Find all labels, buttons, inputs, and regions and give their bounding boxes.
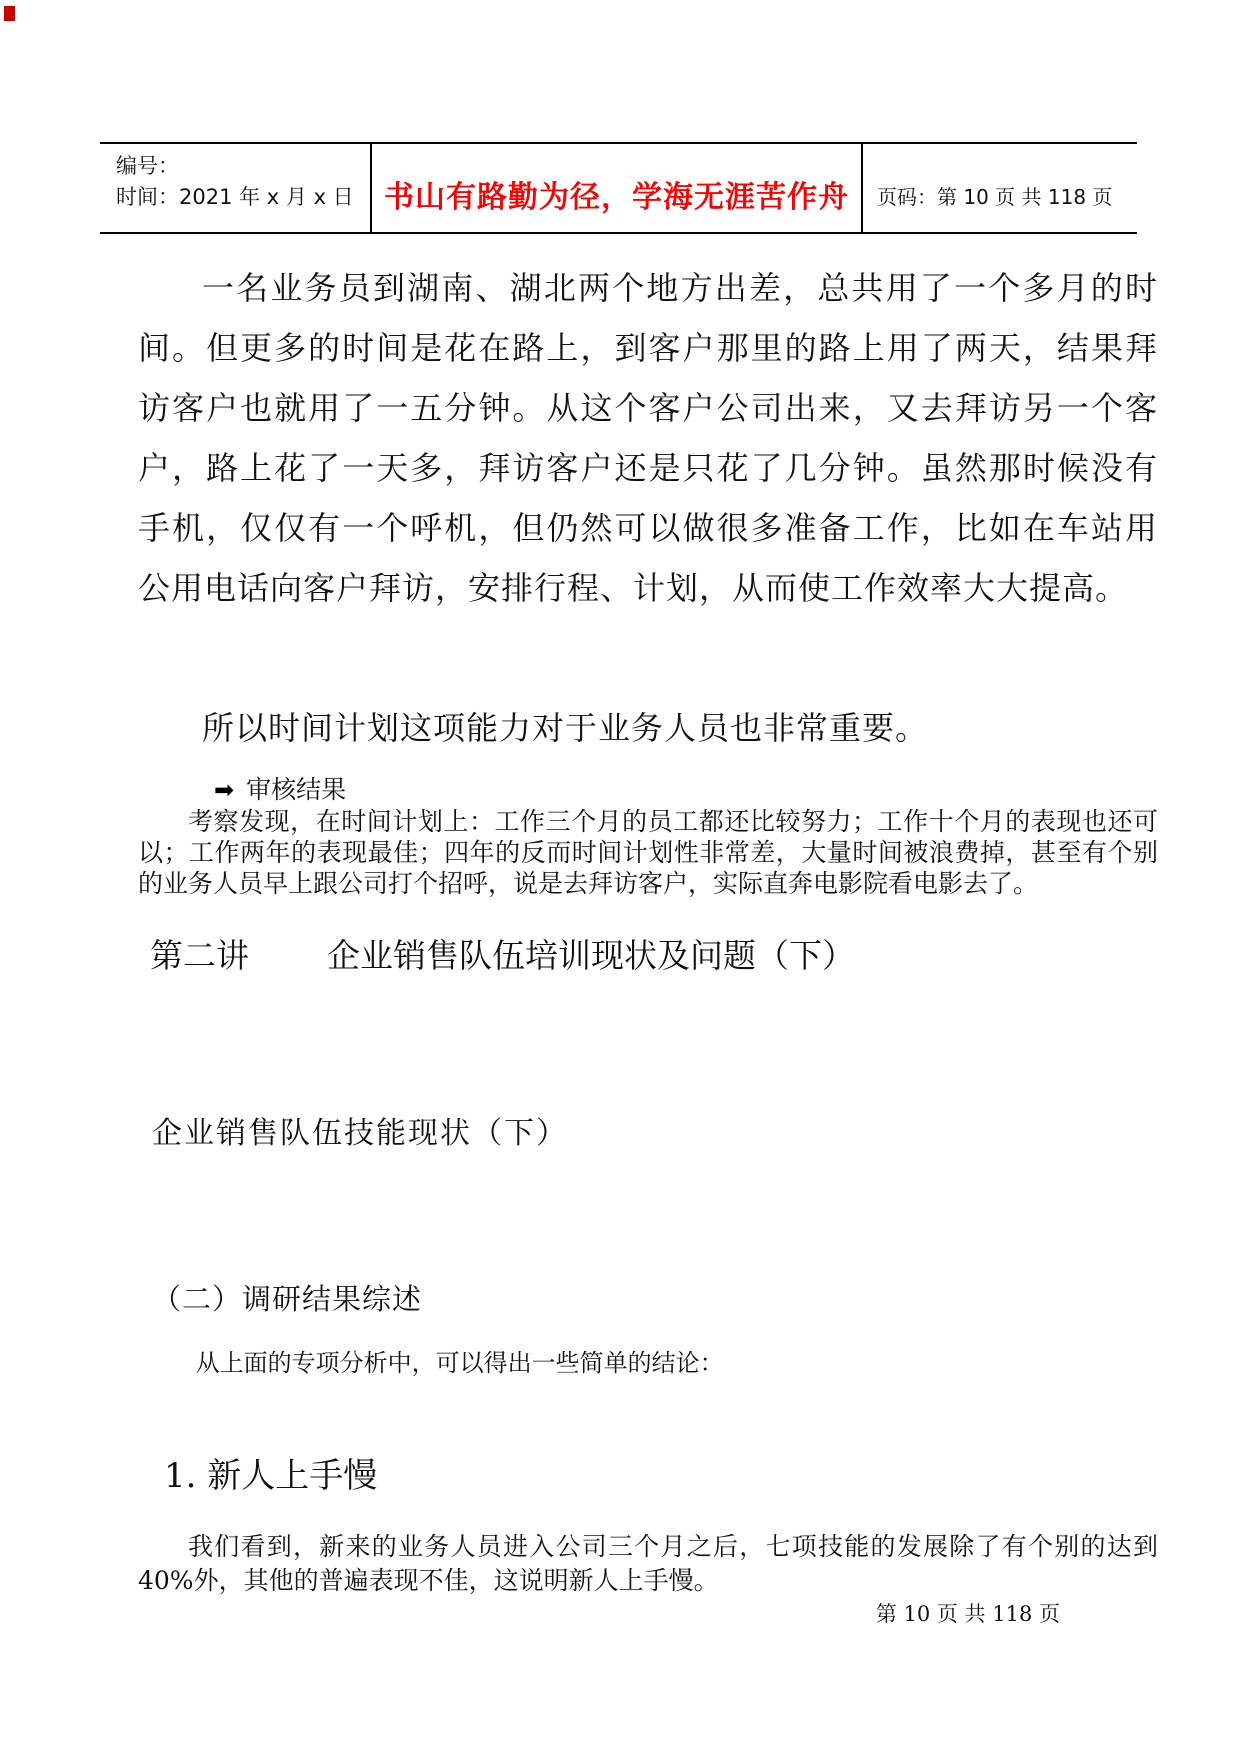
paragraph-business-trip-story: 一名业务员到湖南、湖北两个地方出差，总共用了一个多月的时间。但更多的时间是花在路上，到客户那里的路上用了两天，结果拜访客户也就用了一五分钟。从这个客户公司出来，又去拜访另一个客户，路上花了一天多，拜访客户还是只花了几分钟。虽然那时候没有手机，仅仅有一个呼机，但仍然可以做很多准备工作，比如在车站用公用电话向客户拜访，安排行程、计划，从而使工作效率大大提高。 — [138, 269, 1158, 607]
header-slogan-text: 书山有路勤为径，学海无涯苦作舟 — [384, 180, 849, 215]
chapter-heading — [138, 933, 1158, 979]
review-result-label: 审核结果 — [246, 775, 347, 804]
document-header-table — [100, 142, 1137, 234]
chapter-heading-prefix: 第二讲 — [150, 936, 249, 975]
document-date-label: 时间：2021 年 x 月 x 日 — [116, 185, 354, 209]
header-cell-slogan — [370, 144, 863, 232]
document-number-label: 编号： — [116, 154, 179, 178]
header-cell-page-number — [863, 144, 1135, 232]
review-result-text: 考察发现，在时间计划上：工作三个月的员工都还比较努力；工作十个月的表现也还可以；工作两年的表现最佳；四年的反而时间计划性非常差，大量时间被浪费掉，甚至有个别的业务人员早上跟公司打个招呼，说是去拜访客户，实际直奔电影院看电影去了。 — [138, 807, 1158, 898]
paragraph-newcomers-detail: 我们看到，新来的业务人员进入公司三个月之后，七项技能的发展除了有个别的达到40%外，其他的普遍表现不佳，这说明新人上手慢。 — [138, 1532, 1158, 1595]
chapter-heading-title: 企业销售队伍培训现状及问题（下） — [327, 936, 855, 975]
header-page-info: 页码：第 10 页 共 118 页 — [877, 184, 1113, 209]
section-heading-skills-status: 企业销售队伍技能现状（下） — [152, 1116, 568, 1151]
paragraph-time-planning-importance: 所以时间计划这项能力对于业务人员也非常重要。 — [202, 709, 929, 747]
red-corner-artifact — [4, 6, 15, 21]
page-footer: 第 10 页 共 118 页 — [875, 1602, 1060, 1626]
review-result-heading — [138, 774, 1158, 806]
arrow-bullet-icon: ➡ — [214, 776, 235, 804]
numbered-heading-newcomers-slow: 1. 新人上手慢 — [164, 1456, 378, 1496]
header-cell-number-date — [100, 144, 370, 232]
subsection-heading-survey-summary: （二）调研结果综述 — [152, 1282, 423, 1316]
paragraph-conclusions-intro: 从上面的专项分析中，可以得出一些简单的结论： — [195, 1349, 724, 1377]
document-body — [138, 258, 1158, 1628]
